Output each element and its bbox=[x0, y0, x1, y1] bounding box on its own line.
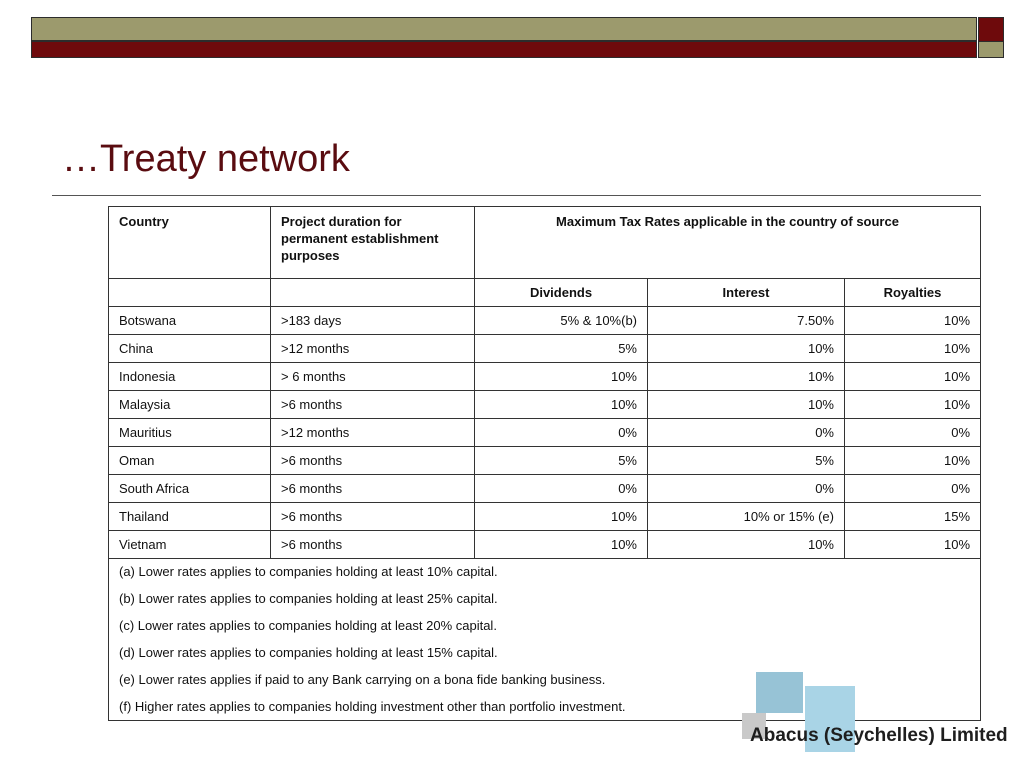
header-square-olive bbox=[978, 41, 1004, 58]
header-dividends: Dividends bbox=[475, 279, 648, 307]
cell-country: South Africa bbox=[109, 475, 271, 503]
cell-duration: >6 months bbox=[271, 391, 475, 419]
header-bar-maroon bbox=[31, 41, 977, 58]
subheader-empty-duration bbox=[271, 279, 475, 307]
table-row bbox=[109, 335, 981, 363]
cell-duration: >183 days bbox=[271, 307, 475, 335]
footnote-row bbox=[109, 559, 981, 586]
table-header-row bbox=[109, 207, 981, 279]
cell-country: China bbox=[109, 335, 271, 363]
cell-duration: >6 months bbox=[271, 503, 475, 531]
cell-royalties: 10% bbox=[845, 307, 981, 335]
cell-dividends: 10% bbox=[475, 503, 648, 531]
cell-duration: >6 months bbox=[271, 447, 475, 475]
cell-country: Oman bbox=[109, 447, 271, 475]
cell-dividends: 10% bbox=[475, 531, 648, 559]
cell-interest: 10% bbox=[648, 363, 845, 391]
cell-country: Malaysia bbox=[109, 391, 271, 419]
table-row bbox=[109, 503, 981, 531]
header-duration: Project duration for permanent establishment purposes bbox=[271, 207, 475, 279]
footnote-text: (b) Lower rates applies to companies holding at least 25% capital. bbox=[109, 586, 981, 613]
cell-interest: 10% bbox=[648, 391, 845, 419]
footnote-row bbox=[109, 586, 981, 613]
table-subheader-row bbox=[109, 279, 981, 307]
cell-country: Mauritius bbox=[109, 419, 271, 447]
cell-royalties: 10% bbox=[845, 391, 981, 419]
cell-royalties: 10% bbox=[845, 447, 981, 475]
cell-interest: 10% bbox=[648, 531, 845, 559]
cell-interest: 7.50% bbox=[648, 307, 845, 335]
cell-royalties: 0% bbox=[845, 475, 981, 503]
footnote-row bbox=[109, 640, 981, 667]
cell-country: Botswana bbox=[109, 307, 271, 335]
table-row bbox=[109, 363, 981, 391]
table-row bbox=[109, 419, 981, 447]
cell-dividends: 10% bbox=[475, 363, 648, 391]
table-row bbox=[109, 447, 981, 475]
footnote-text: (e) Lower rates applies if paid to any Bank carrying on a bona fide banking business. bbox=[109, 667, 981, 694]
cell-interest: 10% or 15% (e) bbox=[648, 503, 845, 531]
cell-dividends: 5% bbox=[475, 447, 648, 475]
cell-duration: >6 months bbox=[271, 475, 475, 503]
cell-dividends: 10% bbox=[475, 391, 648, 419]
cell-dividends: 0% bbox=[475, 419, 648, 447]
table-row bbox=[109, 531, 981, 559]
subheader-empty-country bbox=[109, 279, 271, 307]
header-interest: Interest bbox=[648, 279, 845, 307]
footnote-text: (c) Lower rates applies to companies holding at least 20% capital. bbox=[109, 613, 981, 640]
header-country: Country bbox=[109, 207, 271, 279]
cell-dividends: 5% & 10%(b) bbox=[475, 307, 648, 335]
cell-royalties: 10% bbox=[845, 363, 981, 391]
company-logo-text: Abacus (Seychelles) Limited bbox=[750, 725, 1008, 746]
cell-country: Indonesia bbox=[109, 363, 271, 391]
slide-title: …Treaty network bbox=[62, 138, 350, 180]
cell-interest: 0% bbox=[648, 419, 845, 447]
footnote-text: (a) Lower rates applies to companies holding at least 10% capital. bbox=[109, 559, 981, 586]
header-bar-olive bbox=[31, 17, 977, 41]
cell-royalties: 10% bbox=[845, 531, 981, 559]
treaty-table bbox=[108, 206, 981, 721]
header-royalties: Royalties bbox=[845, 279, 981, 307]
treaty-table-container bbox=[108, 206, 981, 721]
header-max-rates: Maximum Tax Rates applicable in the country of source bbox=[475, 207, 981, 279]
cell-duration: >12 months bbox=[271, 335, 475, 363]
logo-square-blue-small bbox=[756, 672, 803, 713]
title-divider bbox=[52, 195, 981, 196]
footnote-row bbox=[109, 613, 981, 640]
table-row bbox=[109, 307, 981, 335]
cell-royalties: 0% bbox=[845, 419, 981, 447]
cell-dividends: 5% bbox=[475, 335, 648, 363]
footnote-text: (d) Lower rates applies to companies holding at least 15% capital. bbox=[109, 640, 981, 667]
table-row bbox=[109, 391, 981, 419]
cell-interest: 5% bbox=[648, 447, 845, 475]
cell-dividends: 0% bbox=[475, 475, 648, 503]
header-square-maroon bbox=[978, 17, 1004, 42]
table-row bbox=[109, 475, 981, 503]
cell-duration: > 6 months bbox=[271, 363, 475, 391]
cell-country: Vietnam bbox=[109, 531, 271, 559]
cell-interest: 10% bbox=[648, 335, 845, 363]
cell-royalties: 10% bbox=[845, 335, 981, 363]
cell-country: Thailand bbox=[109, 503, 271, 531]
footnote-text: (f) Higher rates applies to companies holding investment other than portfolio investment. bbox=[109, 694, 981, 721]
cell-royalties: 15% bbox=[845, 503, 981, 531]
cell-duration: >6 months bbox=[271, 531, 475, 559]
cell-duration: >12 months bbox=[271, 419, 475, 447]
cell-interest: 0% bbox=[648, 475, 845, 503]
